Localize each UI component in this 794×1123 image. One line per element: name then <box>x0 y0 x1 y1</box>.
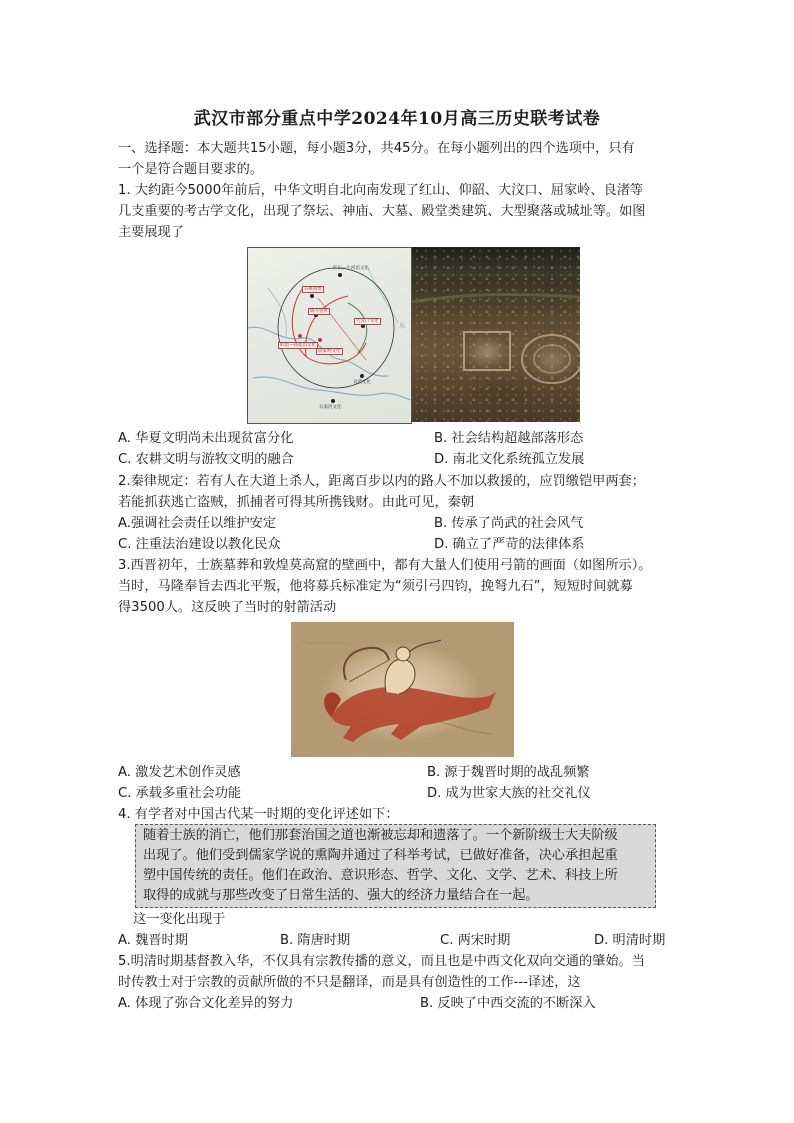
q5-option-b[interactable]: B. 反映了中西交流的不断深入 <box>420 996 596 1011</box>
q5-option-a[interactable]: A. 体现了弥合文化差异的努力 <box>118 996 294 1011</box>
photo-overlay <box>412 247 580 422</box>
q4-follow: 这一变化出现于 <box>133 912 226 927</box>
site-dot-hongshan <box>338 273 342 277</box>
q3-stem-line-3: 得3500人。这反映了当时的射箭活动 <box>118 600 337 615</box>
map-label-hongshan: 红山—小河沿文化 <box>333 266 369 271</box>
river-changjiang <box>253 377 411 400</box>
q2-option-a[interactable]: A.强调社会责任以维护安定 <box>118 516 277 531</box>
map-label-dawenkou: 大汶口文化 <box>356 319 379 324</box>
q3-archery-mural <box>291 622 514 757</box>
q4-option-a[interactable]: A. 魏晋时期 <box>118 933 188 948</box>
map-label-yangshao: 仰韶—庙底沟文化 <box>280 343 316 348</box>
q1-stem-line-2: 几支重要的考古学文化，出现了祭坛、神庙、大墓、殿堂类建筑、大型聚落或城址等。如图 <box>118 204 646 219</box>
site-dot-qujialing <box>318 338 322 342</box>
q4-option-d[interactable]: D. 明清时期 <box>594 933 666 948</box>
map-drawing <box>248 248 411 423</box>
square-altar <box>464 332 510 370</box>
q3-stem-line-2: 当时，马隆奉旨去西北平叛，他将募兵标准定为“须引弓四钧，挽弩九石”，短短时间就募 <box>118 579 633 594</box>
q2-option-d[interactable]: D. 确立了严苛的法律体系 <box>434 537 585 552</box>
map-label-shijiahe: 石家河文化 <box>319 405 342 410</box>
q5-stem-line-2: 时传教士对于宗教的贡献所做的不只是翻译，而是具有创造性的工作---译述，这 <box>118 975 581 990</box>
mural-crack <box>441 722 491 734</box>
q1-option-a[interactable]: A. 华夏文明尚未出现贫富分化 <box>118 431 294 446</box>
section-intro-line-1: 一、选择题：本大题共15小题，每小题3分，共45分。在每小题列出的四个选项中，只有 <box>118 141 635 156</box>
map-label-qujialing: 屈家岭文化 <box>318 349 341 354</box>
q1-archaeological-map <box>247 247 412 424</box>
mural-drawing <box>291 622 514 757</box>
map-label-shixia: 石峡遗址 <box>304 287 322 292</box>
q4-option-c[interactable]: C. 两宋时期 <box>440 933 511 948</box>
circular-altar-inner <box>534 345 570 373</box>
q2-option-c[interactable]: C. 注重法治建设以教化民众 <box>118 537 281 552</box>
map-label-taosi: 陶寺遗址 <box>310 309 328 314</box>
site-dot-liangzhu <box>360 374 364 378</box>
bowstring <box>349 660 389 682</box>
terrace-edge <box>412 295 580 302</box>
q2-stem-line-1: 2.秦律规定：若有人在大道上杀人，距离百步以内的路人不加以救援的，应罚缴铠甲两套； <box>118 474 645 489</box>
q1-stem-line-1: 1. 大约距今5000年前后，中华文明自北向南发现了红山、仰韶、大汶口、屈家岭、良渚等 <box>118 183 644 198</box>
horse-body <box>331 687 496 742</box>
mural-stain <box>301 642 351 644</box>
river-tributary-1 <box>268 288 286 338</box>
q2-stem-line-2: 若能抓获逃亡盗贼，抓捕者可得其所携钱财。由此可见，秦朝 <box>118 495 475 510</box>
site-dot-yangshao <box>298 334 302 338</box>
q1-option-c[interactable]: C. 农耕文明与游牧文明的融合 <box>118 452 294 467</box>
q4-quote-line-2: 出现了。他们受到儒家学说的熏陶并通过了科举考试，已做好准备，决心承担起重 <box>143 848 618 863</box>
green-arrow <box>348 303 367 353</box>
q4-stem: 4. 有学者对中国古代某一时期的变化评述如下： <box>118 807 399 822</box>
coastline <box>368 268 398 323</box>
q1-option-d[interactable]: D. 南北文化系统孤立发展 <box>434 452 585 467</box>
map-label-liangzhu: 良渚文化 <box>353 380 371 385</box>
q4-quote-line-3: 塑中国传统的责任。他们在政治、意识形态、哲学、文化、文学、艺术、科技上所 <box>143 868 618 883</box>
q5-stem-line-1: 5.明清时期基督教入华，不仅具有宗教传播的意义，而且也是中西文化双向交通的肇始。当 <box>118 954 645 969</box>
rider-arm <box>409 640 441 652</box>
page-title: 武汉市部分重点中学2024年10月高三历史联考试卷 <box>193 109 601 129</box>
q3-option-b[interactable]: B. 源于魏晋时期的战乱频繁 <box>427 765 590 780</box>
site-dot-shixia <box>310 294 314 298</box>
q1-option-b[interactable]: B. 社会结构超越部落形态 <box>434 431 584 446</box>
q3-stem-line-1: 3.西晋初年，士族墓葬和敦煌莫高窟的壁画中，都有大量人们使用弓箭的画面（如图所示）。 <box>118 558 652 573</box>
q4-quote-line-4: 取得的成就与那些改变了日常生活的、强大的经济力量结合在一起。 <box>143 888 539 903</box>
site-dot-shijiahe <box>331 399 335 403</box>
q3-option-d[interactable]: D. 成为世家大族的社交礼仪 <box>427 786 591 801</box>
section-intro-line-2: 一个是符合题目要求的。 <box>118 162 264 177</box>
q3-option-a[interactable]: A. 激发艺术创作灵感 <box>118 765 241 780</box>
map-label-east-sea: 东 <box>399 323 406 330</box>
q2-option-b[interactable]: B. 传承了尚武的社会风气 <box>434 516 584 531</box>
q1-stem-line-3: 主要展现了 <box>118 225 184 240</box>
q4-option-b[interactable]: B. 隋唐时期 <box>280 933 351 948</box>
q1-excavation-photo <box>412 247 580 422</box>
rider-head <box>396 647 410 661</box>
circular-altar <box>522 335 580 383</box>
q3-option-c[interactable]: C. 承载多重社会功能 <box>118 786 242 801</box>
q4-quote-line-1: 随着士族的消亡，他们那套治国之道也渐被忘却和遗落了。一个新阶级士大夫阶级 <box>143 828 618 843</box>
